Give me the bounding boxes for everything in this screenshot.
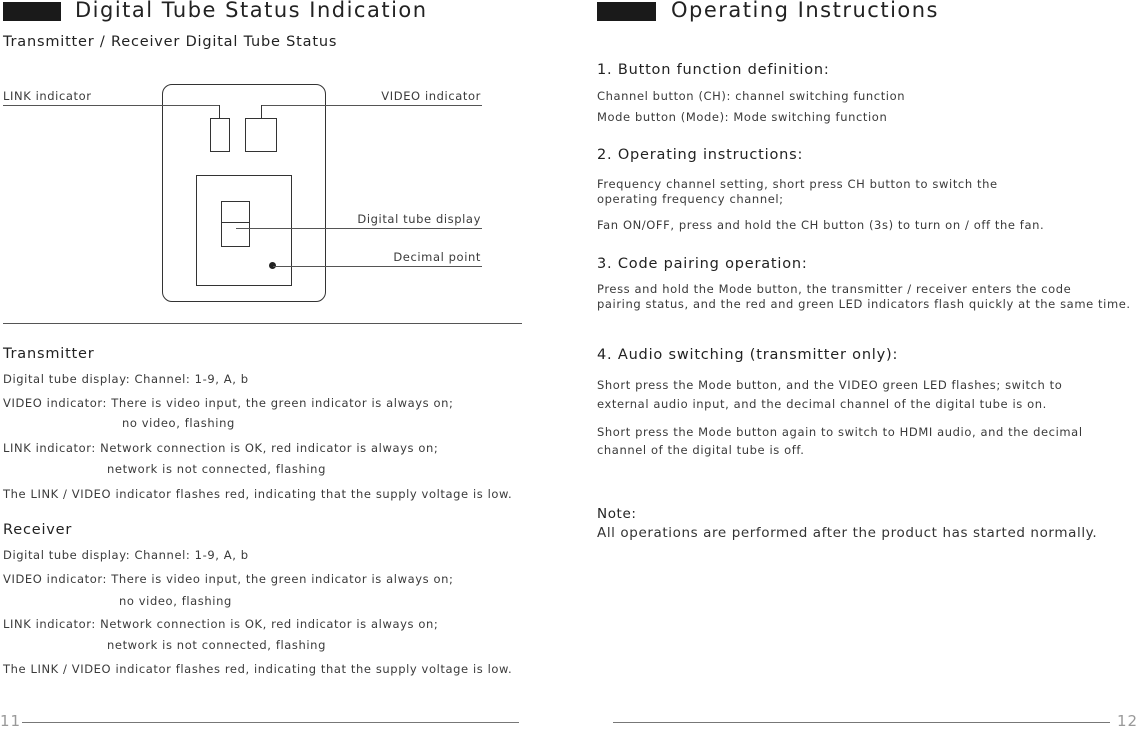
decimal-point-label: Decimal point: [393, 250, 481, 264]
transmitter-voltage-line: The LINK / VIDEO indicator flashes red, indicating that the supply voltage is low.: [3, 487, 513, 501]
receiver-video-line: VIDEO indicator: There is video input, the green indicator is always on;: [3, 572, 454, 586]
s4-heading-number: 4: [597, 347, 608, 363]
transmitter-video-line-2: no video, flashing: [122, 416, 235, 430]
video-leader-drop: [261, 105, 262, 119]
transmitter-video-line: VIDEO indicator: There is video input, the green indicator is always on;: [3, 396, 454, 410]
title-bar-decoration-right: [597, 2, 656, 21]
video-leader-line: [261, 105, 482, 106]
page-title-right: Operating Instructions: [671, 0, 939, 22]
note-colon: :: [631, 506, 637, 522]
s1-line-1: Channel button (CH): channel switching function: [597, 89, 906, 103]
s4-line-1: Short press the Mode button, and the VIDEO green LED flashes; switch to: [597, 378, 1063, 392]
s3-line-1: Press and hold the Mode button, the transmitter / receiver enters the code: [597, 282, 1072, 296]
s4-line-4: channel of the digital tube is off.: [597, 443, 805, 457]
receiver-tube-line: Digital tube display: Channel: 1-9, A, b: [3, 548, 249, 562]
s2-line-3: Fan ON/OFF, press and hold the CH button (3s) to turn on / off the fan.: [597, 218, 1045, 232]
receiver-link-line-2: network is not connected, flashing: [107, 638, 326, 652]
page-number-left: 11: [0, 712, 22, 730]
transmitter-tube-line: Digital tube display: Channel: 1-9, A, b: [3, 372, 249, 386]
page-title-left: Digital Tube Status Indication: [75, 0, 428, 22]
transmitter-heading: Transmitter: [3, 346, 95, 362]
digit-midline: [221, 222, 250, 223]
note-body: All operations are performed after the product has started normally.: [597, 525, 1098, 541]
s3-line-2: pairing status, and the red and green LED indicators flash quickly at the same time.: [597, 297, 1131, 311]
digital-tube-label: Digital tube display: [357, 212, 481, 226]
s4-heading-text: . Audio switching (transmitter only):: [607, 347, 899, 363]
s4-line-2: external audio input, and the decimal channel of the digital tube is on.: [597, 397, 1047, 411]
s3-heading: 3. Code pairing operation:: [597, 256, 808, 272]
s4-heading: [597, 347, 898, 363]
link-leader-drop: [219, 105, 220, 119]
receiver-link-line: LINK indicator: Network connection is OK, red indicator is always on;: [3, 617, 439, 631]
receiver-voltage-line: The LINK / VIDEO indicator flashes red, indicating that the supply voltage is low.: [3, 662, 513, 676]
link-led: [210, 118, 230, 152]
digit-segment: [221, 201, 250, 247]
note-label: [597, 506, 637, 522]
video-indicator-label: VIDEO indicator: [381, 89, 481, 103]
tube-leader-line: [236, 228, 482, 229]
footer-rule-left: [22, 722, 519, 723]
page-number-right: 12: [1117, 712, 1139, 730]
note-label-text: Note: [597, 506, 632, 522]
footer-rule-right: [613, 722, 1110, 723]
section-divider: [3, 323, 522, 324]
link-leader-line: [3, 105, 220, 106]
video-led: [245, 118, 277, 152]
s1-line-2: Mode button (Mode): Mode switching function: [597, 110, 888, 124]
decimal-leader-line: [273, 266, 482, 267]
s2-line-2: operating frequency channel;: [597, 192, 784, 206]
receiver-video-line-2: no video, flashing: [119, 594, 232, 608]
s1-heading: 1. Button function definition:: [597, 62, 830, 78]
s2-heading: 2. Operating instructions:: [597, 147, 804, 163]
section-subtitle: Transmitter / Receiver Digital Tube Status: [3, 34, 338, 50]
title-bar-decoration: [3, 2, 61, 21]
link-indicator-label: LINK indicator: [3, 89, 92, 103]
transmitter-link-line: LINK indicator: Network connection is OK, red indicator is always on;: [3, 441, 439, 455]
s2-line-1: Frequency channel setting, short press CH button to switch the: [597, 177, 998, 191]
s4-line-3: Short press the Mode button again to switch to HDMI audio, and the decimal: [597, 425, 1083, 439]
receiver-heading: Receiver: [3, 522, 73, 538]
transmitter-link-line-2: network is not connected, flashing: [107, 462, 326, 476]
